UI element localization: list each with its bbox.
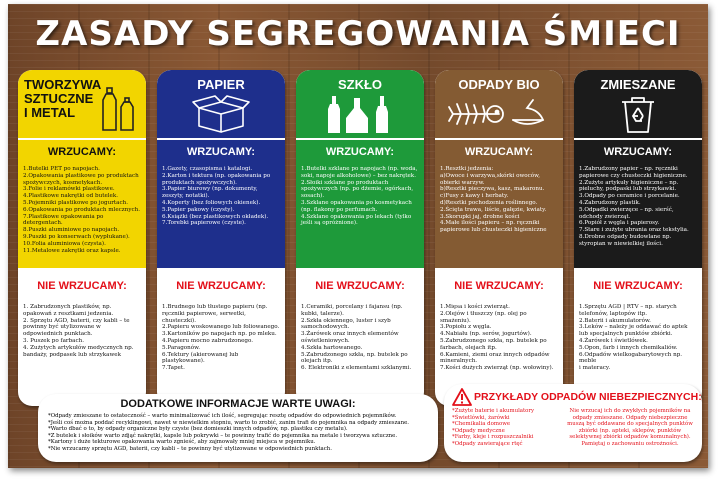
- list-item: 6.Popiół z węgla i papierosy.: [579, 220, 660, 227]
- accepted-section: [296, 140, 424, 268]
- accepted-label: WRZUCAMY:: [47, 146, 117, 158]
- list-item: d)Resztki pochodzenia roślinnego.: [440, 199, 538, 206]
- accepted-section: [435, 140, 563, 268]
- accepted-list: [157, 166, 285, 227]
- list-item: 8.Puszki aluminiowe po napojach.: [23, 227, 120, 234]
- glass-bottles-icon: [326, 94, 394, 134]
- rejected-section: [18, 274, 146, 406]
- column-header: [435, 70, 563, 138]
- list-item: 1.Butelki szklane po napojach (np. woda, soki, napoje alkoholowe) – bez nakrętek.: [301, 166, 418, 179]
- rejected-section: [296, 274, 424, 406]
- list-item: i materacy.: [579, 365, 611, 372]
- column-header: [157, 70, 285, 138]
- list-item: 2.Karton i tektura (np. opakowania po produktach spożywczych).: [162, 172, 271, 186]
- list-item: 2.Olejów i tłuszczy (np. olej po smażeniu).: [440, 310, 527, 324]
- list-item: 9.Puszki po konserwach (wypłukane).: [23, 233, 130, 240]
- list-item: 2.Opakowania plastikowe po produktach spożywczych, kosmetykach.: [23, 172, 139, 186]
- list-item: 5.Opon, farb i innych chemikaliów.: [579, 344, 678, 351]
- list-item: *Odpady medyczne: [452, 427, 505, 434]
- list-item: *Odpady zmieszane to ostateczność – warto minimalizować ich ilość, segregując resztę odpadów do odpowiednich pojemników.: [48, 413, 397, 419]
- column-header: [574, 70, 702, 138]
- list-item: 1.Zabrudzony papier – np. ręczniki papierowe czy chusteczki higieniczne.: [579, 166, 688, 179]
- accepted-label: WRZUCAMY:: [464, 146, 534, 158]
- list-item: 7.Stare i zużyte ubrania oraz tekstylia.: [579, 227, 689, 234]
- list-item: 3.Kartoników po napojach np. po mleku.: [162, 331, 277, 338]
- cardboard-box-icon: [191, 94, 251, 134]
- list-item: 5.Pojemniki plastikowe po jogurtach.: [23, 199, 128, 206]
- poster-title: ZASADY SEGREGOWANIA ŚMIECI: [35, 14, 681, 54]
- plastic-bottles-icon: [100, 84, 140, 134]
- list-item: 2.Słoiki szklane po produktach spożywczych (np. po dżemie, ogórkach, sosach).: [301, 179, 414, 200]
- list-item: 6.Kamieni, ziemi oraz innych odpadów mineralnych.: [440, 351, 550, 365]
- list-item: 3.Żarówek oraz innych elementów oświetleniowych.: [301, 331, 399, 344]
- rejected-label: NIE WRZUCAMY:: [454, 280, 544, 292]
- list-item: 3.Popiołu z węgla.: [440, 324, 492, 331]
- list-item: c)Fusy z kawy i herbaty.: [440, 193, 509, 200]
- hazardous-list: [452, 408, 560, 448]
- list-item: 4.Papieru mocno zabrudzonego.: [162, 337, 254, 344]
- list-item: 4.Szkła hartowanego.: [301, 344, 363, 351]
- list-item: 5.Odpadki zwierzęce – np. sierść, odchody zwierząt.: [579, 206, 674, 220]
- list-item: 4.Nabiału (np. serów, jogurtów).: [440, 331, 532, 338]
- accepted-section: [574, 140, 702, 268]
- list-item: 4.Żarówek i świetlówek.: [579, 337, 648, 344]
- rejected-list: [435, 304, 563, 372]
- hazardous-note: Nie wrzucaj ich do zwykłych pojemników na odpady zmieszane. Odpady niebezpieczne muszą być oddawane do specjalnych punktów zbiórki (np. apteki, sklepów, punktów selektywnej zbiórki odpadów komunalnych). Pamiętaj o zachowaniu ostrożności.: [567, 408, 693, 447]
- additional-info-title: DODATKOWE INFORMACJE WARTE UWAGI:: [120, 398, 356, 410]
- list-item: b)Resztki pieczywa, kasz, makaronu.: [440, 186, 545, 193]
- list-item: *Zużyte baterie i akumulatory: [452, 408, 535, 414]
- list-item: *Warto dbać o to, by odpady organiczne były czyste (bez domieszki innych odpadów, np. plastiku czy metalu).: [48, 426, 348, 432]
- list-item: 3.Skorupki jaj, drobne kości: [440, 213, 520, 220]
- list-item: 5.Papier pakowy (czysty).: [162, 206, 235, 213]
- list-item: 1.Sprzętu AGD | RTV – np. starych telefonów, laptopów itp.: [579, 304, 677, 317]
- list-item: *Odpady zawierające rtęć: [452, 440, 523, 447]
- list-item: 1.Butelki PET po napojach.: [23, 166, 100, 172]
- accepted-section: [157, 140, 285, 268]
- column-header: [296, 70, 424, 138]
- list-item: 2.Baterii i akumulatorów.: [579, 317, 651, 324]
- accepted-list: [574, 166, 702, 248]
- list-item: 10.Folia aluminiowa (czysta).: [23, 240, 106, 247]
- rejected-section: [157, 274, 285, 406]
- list-item: 6.Książki (bez plastikowych okładek).: [162, 213, 269, 220]
- list-item: 4.Zabrudzony plastik.: [579, 199, 641, 206]
- accepted-section: [18, 140, 146, 268]
- column-title: ODPADY BIO: [458, 77, 540, 92]
- list-item: *Farby, kleje i rozpuszczalniki: [452, 434, 534, 441]
- rejected-label: NIE WRZUCAMY:: [176, 280, 266, 292]
- list-item: *Chemikalia domowe: [452, 421, 511, 428]
- accepted-list: [296, 166, 424, 227]
- list-item: 4.Koperty (bez foliowych okienek).: [162, 199, 261, 206]
- list-item: 1.Brudnego lub tłustego papieru (np. ręczniki papierowe, serwetki, chusteczki).: [162, 304, 268, 324]
- list-item: 3.Folie i reklamówki plastikowe.: [23, 186, 115, 193]
- column-header: [18, 70, 146, 138]
- list-item: *Z butelek i słoików warto zdjąć nakrętki, kapsle lub pokrywki – te powinny trafić do pojemnika na metale i tworzywa sztuczne.: [48, 432, 398, 439]
- column-mixed: [574, 70, 702, 406]
- warning-triangle-icon: [452, 388, 472, 406]
- rejected-label: NIE WRZUCAMY:: [593, 280, 683, 292]
- list-item: 2. Sprzętu AGD, baterii, czy kabli – te powinny być utylizowane w odpowiednich punktach.: [23, 317, 130, 338]
- list-item: 6.Tektury (akierowanej lub plastykowane).: [162, 351, 239, 365]
- rejected-list: [18, 304, 146, 358]
- list-item: *Nie wrzucamy sprzętu AGD, baterii, czy kabli – te powinny być utylizowane w odpowiednich punktach.: [48, 445, 332, 452]
- accepted-list: [435, 166, 563, 234]
- list-item: 4.Małe ilości papieru – np. ręczniki papierowe lub chusteczki higieniczne: [440, 220, 547, 234]
- column-glass: [296, 70, 424, 406]
- column-plastic-metal: [18, 70, 146, 406]
- list-item: 7.Torebki papierowe (czyste).: [162, 220, 246, 227]
- list-item: 2.Zużyte artykuły higieniczne – np. pieluchy, podpaski lub strzykawki.: [579, 179, 679, 193]
- list-item: 2.Ścięta trawa, liście, gałęzie, kwiaty.: [440, 206, 547, 213]
- list-item: 1. Zabrudzonych plastików, np. opakowań z resztkami jedzenia.: [23, 304, 114, 317]
- list-item: 4. Zużytych artykułów medycznych np. bandaży, podpasek lub strzykawek: [23, 344, 134, 358]
- accepted-label: WRZUCAMY:: [325, 146, 395, 158]
- hazardous-waste-panel: [444, 384, 702, 462]
- list-item: 3.Szklane opakowania po kosmetykach (np. flakony po perfumach.: [301, 199, 412, 213]
- list-item: 4.Szklane opakowania po lekach (tylko jeśli są opróżnione).: [301, 213, 412, 227]
- rejected-list: [157, 304, 285, 372]
- list-item: 1.Gazety, czasopisma i katalogi.: [162, 166, 253, 172]
- list-item: 6.Odpadów wielkogabarytowych np. meble: [579, 351, 683, 365]
- list-item: 6.Opakowania po produktach mlecznych.: [23, 206, 141, 213]
- recycling-bin-icon: [618, 94, 658, 134]
- rejected-label: NIE WRZUCAMY:: [37, 280, 127, 292]
- list-item: *Świetlówki, żarówki: [452, 414, 510, 421]
- additional-info-panel: [38, 394, 438, 462]
- list-item: 11.Metalowe zakrętki oraz kapsle.: [23, 247, 121, 254]
- list-item: 3.Papier biurowy (np. dokumenty, zeszyty, notatki).: [162, 186, 258, 200]
- list-item: *Jeśli coś można poddać recyklingowi, nawet w niewielkim stopniu, warto to zrobić, zanim trafi do pojemnika na odpady zmieszane.: [48, 419, 409, 426]
- list-item: 8.Drobne odpady budowlane np. styropian w niewielkiej ilości.: [579, 233, 672, 247]
- list-item: 1.Mięsa i kości zwierząt.: [440, 304, 510, 310]
- list-item: 1.Resztki jedzenia:: [440, 166, 494, 172]
- list-item: a)Owoce i warzywa,skórki owoców, obierki warzyw.: [440, 172, 541, 186]
- column-title: SZKŁO: [337, 77, 383, 92]
- rejected-label: NIE WRZUCAMY:: [315, 280, 405, 292]
- list-item: 3.Leków – należy je oddawać do aptek lub specjalnych punktów zbiórki.: [579, 324, 688, 338]
- poster-board: [8, 4, 708, 468]
- list-item: 3.Odpady po ceramice i porcelanie.: [579, 193, 680, 200]
- list-item: 7.Kości dużych zwierząt (np. wołowiny).: [440, 365, 554, 372]
- list-item: *Kartony i duże tekturowe opakowania warto zgnieść, aby zajmowały mniej miejsca w pojemniku.: [48, 439, 316, 445]
- column-bio: [435, 70, 563, 406]
- additional-info-list: [38, 413, 438, 452]
- list-item: 5.Paragonów.: [162, 344, 201, 351]
- list-item: 5.Zabrudzonego szkła, np. butelek po olejach itp.: [301, 351, 408, 365]
- list-item: 7.Plastikowe opakowania po detergentach.: [23, 213, 104, 227]
- column-title: ZMIESZANE: [600, 77, 676, 92]
- list-item: 2.Papieru woskowanego lub foliowanego.: [162, 324, 280, 331]
- accepted-list: [18, 166, 146, 254]
- list-item: 4.Plastikowe nakrętki od butelek.: [23, 193, 119, 200]
- fish-bone-icon: [447, 96, 551, 132]
- list-item: 2.Szkła okiennego, luster i szyb samochodowych.: [301, 317, 391, 331]
- list-item: 3. Puszek po farbach.: [23, 337, 85, 344]
- list-item: 1.Ceramiki, porcelany i fajansu (np. kubki, talerze).: [301, 304, 403, 317]
- list-item: 7.Tapet.: [162, 365, 185, 372]
- rejected-list: [574, 304, 702, 372]
- column-title: PAPIER: [197, 77, 245, 92]
- column-paper: [157, 70, 285, 406]
- hazardous-title: PRZYKŁADY ODPADÓW NIEBEZPIECZNYCH:: [474, 391, 702, 403]
- list-item: 5.Zabrudzonego szkła, np. butelek po farbach, olejach itp.: [440, 337, 547, 351]
- rejected-list: [296, 304, 424, 372]
- accepted-label: WRZUCAMY:: [603, 146, 673, 158]
- list-item: 6. Elektroniki z elementami szklanymi.: [301, 365, 412, 372]
- column-title: TWORZYWA SZTUCZNE I METAL: [24, 77, 101, 120]
- accepted-label: WRZUCAMY:: [186, 146, 256, 158]
